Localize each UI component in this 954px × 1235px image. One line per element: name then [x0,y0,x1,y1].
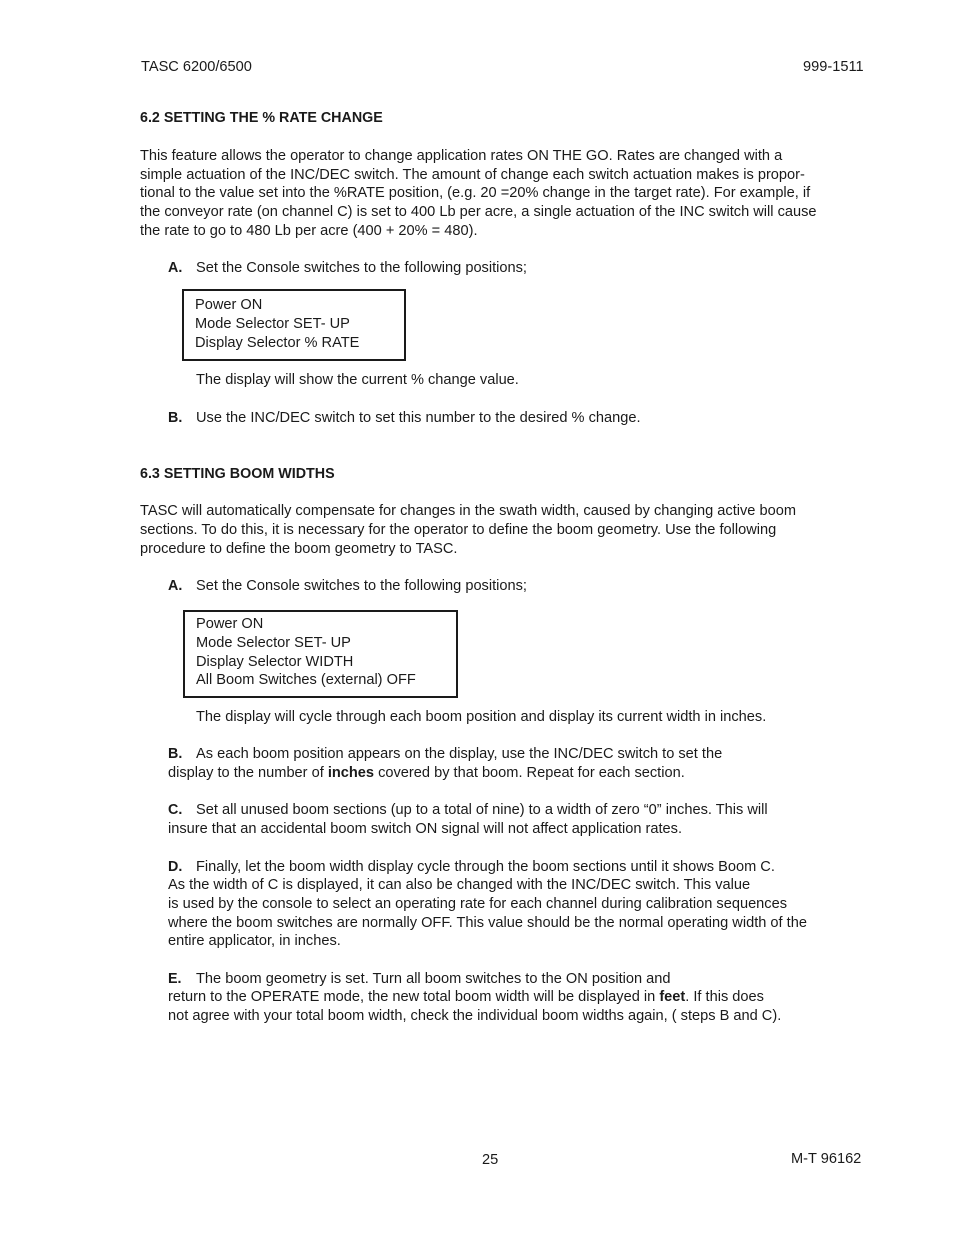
step-text [168,988,764,1007]
step-text: Finally, let the boom width display cycle through the boom sections until it shows Boom C. [196,859,775,875]
step-text: Set all unused boom sections (up to a total of nine) to a width of zero “0” inches. This will [196,802,768,818]
step-label: B. [168,410,183,426]
setting-line: Power ON [195,297,263,313]
step-label: B. [168,746,183,762]
paragraph-line: tional to the value set into the %RATE position, (e.g. 20 =20% change in the target rate). For example, if [140,185,811,201]
step-text-part: covered by that boom. Repeat for each section. [374,765,685,781]
step-text-part: return to the OPERATE mode, the new total boom width will be displayed in [168,989,660,1005]
step-text: Set the Console switches to the following positions; [196,260,527,276]
paragraph-line: This feature allows the operator to change application rates ON THE GO. Rates are changed with a [140,148,783,164]
step-label: A. [168,260,183,276]
paragraph-line: simple actuation of the INC/DEC switch. The amount of change each switch actuation makes is propor- [140,167,805,183]
display-note: The display will cycle through each boom position and display its current width in inches. [196,709,767,725]
step-text: Use the INC/DEC switch to set this number to the desired % change. [196,410,641,426]
step-label: C. [168,802,183,818]
step-text-part: display to the number of [168,765,328,781]
step-text [168,764,685,783]
paragraph-line: procedure to define the boom geometry to TASC. [140,541,458,557]
display-note: The display will show the current % change value. [196,372,519,388]
paragraph-line: the rate to go to 480 Lb per acre (400 + 20% = 480). [140,223,478,239]
emphasis-inches: inches [327,765,375,781]
step-text: not agree with your total boom width, check the individual boom widths again, ( steps B and C). [168,1008,782,1024]
step-label: E. [168,971,182,987]
step-text: As the width of C is displayed, it can also be changed with the INC/DEC switch. This value [168,877,751,893]
paragraph-line: the conveyor rate (on channel C) is set to 400 Lb per acre, a single actuation of the INC switch will cause [140,204,817,220]
step-label: A. [168,578,183,594]
step-text: As each boom position appears on the display, use the INC/DEC switch to set the [196,746,723,762]
header-doc-number: 999-1511 [803,59,864,75]
step-text: is used by the console to select an operating rate for each channel during calibration sequences [168,896,788,912]
paragraph-line: TASC will automatically compensate for changes in the swath width, caused by changing active boom [140,503,796,519]
footer-doc-code: M-T 96162 [791,1151,862,1167]
step-label: D. [168,859,183,875]
step-text: entire applicator, in inches. [168,933,341,949]
step-text: The boom geometry is set. Turn all boom switches to the ON position and [196,971,671,987]
setting-line: Display Selector WIDTH [196,654,354,670]
setting-line: Mode Selector SET- UP [195,316,350,332]
step-text: Set the Console switches to the following positions; [196,578,527,594]
section-6-2-heading: 6.2 SETTING THE % RATE CHANGE [140,110,383,126]
step-text-part: . If this does [685,989,764,1005]
page-number: 25 [482,1152,499,1168]
setting-line: Mode Selector SET- UP [196,635,351,651]
step-text: insure that an accidental boom switch ON signal will not affect application rates. [168,821,683,837]
emphasis-feet: feet [659,989,686,1005]
paragraph-line: sections. To do this, it is necessary for the operator to define the boom geometry. Use the following [140,522,777,538]
header-doc-title: TASC 6200/6500 [141,59,252,75]
step-text: where the boom switches are normally OFF. This value should be the normal operating width of the [168,915,807,931]
setting-line: Display Selector % RATE [195,335,360,351]
console-settings-box [182,289,406,361]
setting-line: All Boom Switches (external) OFF [196,672,416,688]
section-6-3-heading: 6.3 SETTING BOOM WIDTHS [140,466,335,482]
setting-line: Power ON [196,616,264,632]
console-settings-box [183,610,458,698]
